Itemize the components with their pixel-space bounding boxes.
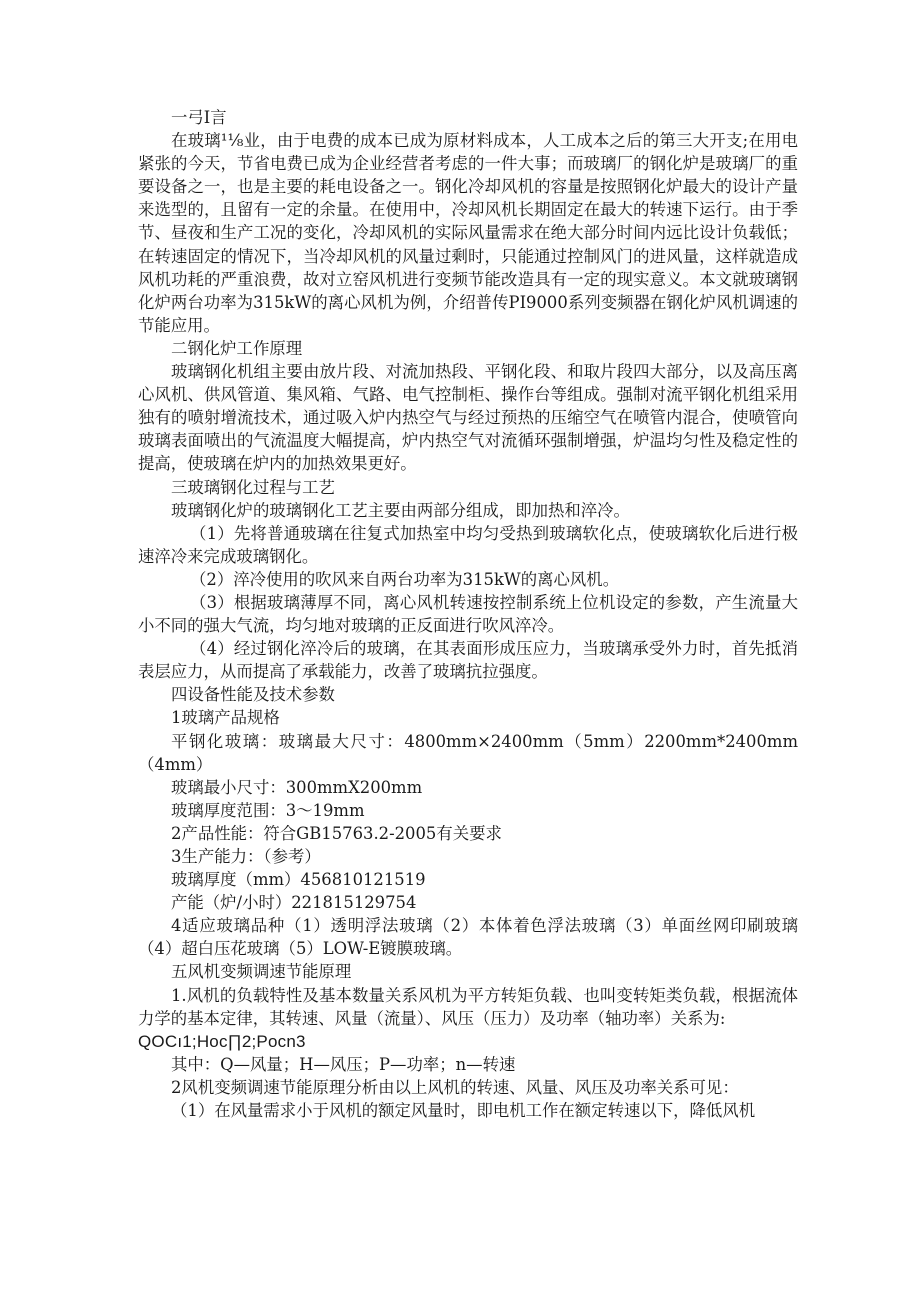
section-heading-equipment-specs: 四设备性能及技术参数	[171, 685, 335, 705]
process-step-1: （1）先将普通玻璃在往复式加热室中均匀受热到玻璃软化点，使玻璃软化后进行极速淬冷来完成玻璃钢化。	[138, 523, 798, 566]
paragraph-furnace-principle: 玻璃钢化机组主要由放片段、对流加热段、平钢化段、和取片段四大部分，以及高压离心风机、供风管道、集风箱、气路、电气控制柜、操作台等组成。强制对流平钢化机组采用独有的喷射增流技术，通过吸入炉内热空气与经过预热的压缩空气在喷管内混合，使喷管向玻璃表面喷出的气流温度大幅提高，炉内热空气对流循环强制增强，炉温均匀性及稳定性的提高，使玻璃在炉内的加热效果更好。	[138, 362, 798, 474]
fan-law-formula: QOCı1;Hoc∏2;Pocn3	[138, 1031, 306, 1051]
formula-legend: 其中：Q—风量；H—风压；P—功率；n—转速	[171, 1054, 516, 1074]
paragraph-introduction: 在玻璃¹⅛业，由于电费的成本已成为原材料成本，人工成本之后的第三大开支;在用电紧张的今天，节省电费已成为企业经营者考虑的一件大事；而玻璃厂的钢化炉是玻璃厂的重要设备之一，也是主要的耗电设备之一。钢化冷却风机的容量是按照钢化炉最大的设计产量来选型的，且留有一定的余量。在使用中，冷却风机长期固定在最大的转速下运行。由于季节、昼夜和生产工况的变化，冷却风机的实际风量需求在绝大部分时间内远比设计负载低；在转速固定的情况下，当冷却风机的风量过剩时，只能通过控制风门的进风量，这样就造成风机功耗的严重浪费，故对立窑风机进行变频节能改造具有一定的现实意义。本文就玻璃钢化炉两台功率为315kW的离心风机为例，介绍普传PI9000系列变频器在钢化炉风机调速的节能应用。	[138, 131, 798, 335]
spec-min-size: 玻璃最小尺寸：300mmX200mm	[171, 777, 423, 797]
section-heading-furnace-principle: 二钢化炉工作原理	[171, 338, 303, 358]
subheading-glass-types: 4适应玻璃品种（1）透明浮法玻璃（2）本体着色浮法玻璃（3）单面丝网印刷玻璃（4）超白压花玻璃（5）LOW-E镀膜玻璃。	[138, 916, 798, 959]
process-step-3: （3）根据玻璃薄厚不同，离心风机转速按控制系统上位机设定的参数，产生流量大小不同的强大气流，均匀地对玻璃的正反面进行吹风淬冷。	[138, 592, 798, 636]
spec-thickness-range: 玻璃厚度范围：3～19mm	[171, 800, 365, 820]
document-body	[138, 106, 798, 1122]
section-heading-fan-vfd-principle: 五风机变频调速节能原理	[171, 962, 352, 982]
capacity-output-row: 产能（炉/小时）221815129754	[171, 893, 417, 913]
capacity-thickness-row: 玻璃厚度（mm）456810121519	[171, 870, 426, 890]
process-step-2: （2）淬冷使用的吹风来自两台功率为315kW的离心风机。	[190, 569, 620, 589]
section-heading-introduction: 一弓I言	[171, 108, 227, 127]
section-heading-tempering-process: 三玻璃钢化过程与工艺	[171, 477, 335, 497]
subheading-product-spec: 1玻璃产品规格	[171, 708, 280, 728]
paragraph-tempering-process: 玻璃钢化炉的玻璃钢化工艺主要由两部分组成，即加热和淬冷。	[171, 500, 630, 520]
analysis-step-1: （1）在风量需求小于风机的额定风量时，即电机工作在额定转速以下，降低风机	[171, 1101, 756, 1121]
paragraph-fan-load-characteristics: 1.风机的负载特性及基本数量关系风机为平方转矩负载、也叫变转矩类负载，根据流体力学的基本定律，其转速、风量（流量）、风压（压力）及功率（轴功率）关系为:	[138, 985, 798, 1028]
process-step-4: （4）经过钢化淬冷后的玻璃，在其表面形成压应力，当玻璃承受外力时，首先抵消表层应力，从而提高了承载能力，改善了玻璃抗拉强度。	[138, 639, 798, 682]
spec-max-size: 平钢化玻璃：玻璃最大尺寸：4800mm×2400mm（5mm）2200mm*2400mm（4mm）	[138, 731, 798, 774]
subheading-production-capacity: 3生产能力：（参考）	[171, 847, 321, 866]
subheading-energy-saving-analysis: 2风机变频调速节能原理分析由以上风机的转速、风量、风压及功率关系可见：	[171, 1077, 739, 1097]
subheading-product-performance: 2产品性能：符合GB15763.2-2005有关要求	[171, 823, 502, 843]
